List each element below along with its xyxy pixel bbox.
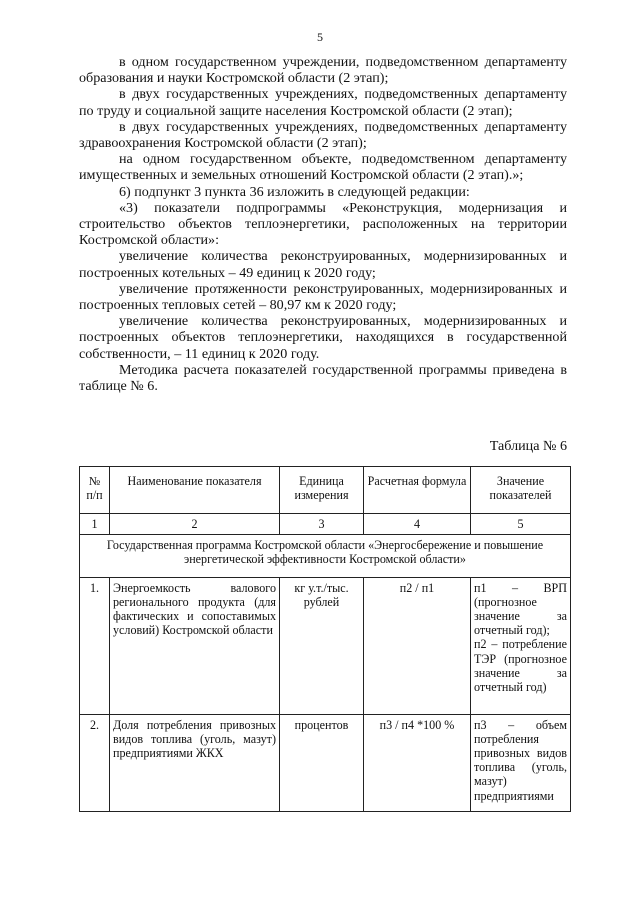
value-part: п1 – ВРП (прогнозное значение за отчетный год); <box>474 581 567 638</box>
indicator-value <box>471 715 571 812</box>
table-caption: Таблица № 6 <box>489 438 567 454</box>
table-numbering-row <box>80 514 571 535</box>
indicator-name: Энергоемкость валового регионального продукта (для фактических и сопоставимых условий) Костромской области <box>110 578 280 715</box>
table-section-row <box>80 535 571 578</box>
value-part: п3 – объем потребления привозных видов топлива (уголь, мазут) предприятиями <box>474 718 567 803</box>
indicator-value <box>471 578 571 715</box>
row-number: 2. <box>80 715 110 812</box>
numbering-cell: 5 <box>471 514 571 535</box>
paragraph: увеличение количества реконструированных, модернизированных и построенных котельных – 49 единиц к 2020 году; <box>79 248 567 281</box>
numbering-cell: 3 <box>280 514 364 535</box>
indicators-table <box>79 466 571 812</box>
indicator-name: Доля потребления привозных видов топлива (уголь, мазут) предприятиями ЖКХ <box>110 715 280 812</box>
numbering-cell: 4 <box>364 514 471 535</box>
row-number: 1. <box>80 578 110 715</box>
paragraph: увеличение протяженности реконструированных, модернизированных и построенных тепловых сетей – 80,97 км к 2020 году; <box>79 280 567 314</box>
paragraph: увеличение количества реконструированных, модернизированных и построенных объектов теплоэнергетики, находящихся в государственной собственности, – 11 единиц к 2020 году. <box>79 313 567 362</box>
paragraph: на одном государственном объекте, подведомственном департаменту имущественных и земельных отношений Костромской области (2 этап).»; <box>79 151 567 184</box>
table-row <box>80 578 571 715</box>
header-cell: Расчетная формула <box>364 467 471 514</box>
header-cell: № п/п <box>80 467 110 514</box>
paragraph: 6) подпункт 3 пункта 36 изложить в следующей редакции: <box>119 183 470 200</box>
paragraph: в двух государственных учреждениях, подведомственных департаменту по труду и социальной защите населения Костромской области (2 этап); <box>79 86 567 119</box>
table-header-row <box>80 467 571 514</box>
paragraph: Методика расчета показателей государственной программы приведена в таблице № 6. <box>79 361 567 395</box>
page-number: 5 <box>317 30 323 44</box>
numbering-cell: 1 <box>80 514 110 535</box>
header-cell: Наименование показателя <box>110 467 280 514</box>
body-text <box>79 54 567 394</box>
table-row <box>80 715 571 812</box>
paragraph: в одном государственном учреждении, подведомственном департаменту образования и науки Костромской области (2 этап); <box>79 54 567 87</box>
header-cell: Единица измерения <box>280 467 364 514</box>
indicator-unit: кг у.т./тыс. рублей <box>280 578 364 715</box>
section-title: Государственная программа Костромской области «Энергосбережение и повышение энергетической эффективности Костромской области» <box>80 535 571 578</box>
indicator-formula: п2 / п1 <box>364 578 471 715</box>
indicator-formula: п3 / п4 *100 % <box>364 715 471 812</box>
indicator-unit: процентов <box>280 715 364 812</box>
paragraph: в двух государственных учреждениях, подведомственных департаменту здравоохранения Костромской области (2 этап); <box>79 118 567 152</box>
value-part: п2 – потребление ТЭР (прогнозное значение за отчетный год) <box>474 637 567 694</box>
numbering-cell: 2 <box>110 514 280 535</box>
paragraph: «3) показатели подпрограммы «Реконструкция, модернизация и строительство объектов теплоэнергетики, расположенных на территории Костромской области»: <box>79 199 567 249</box>
header-cell: Значение показателей <box>471 467 571 514</box>
